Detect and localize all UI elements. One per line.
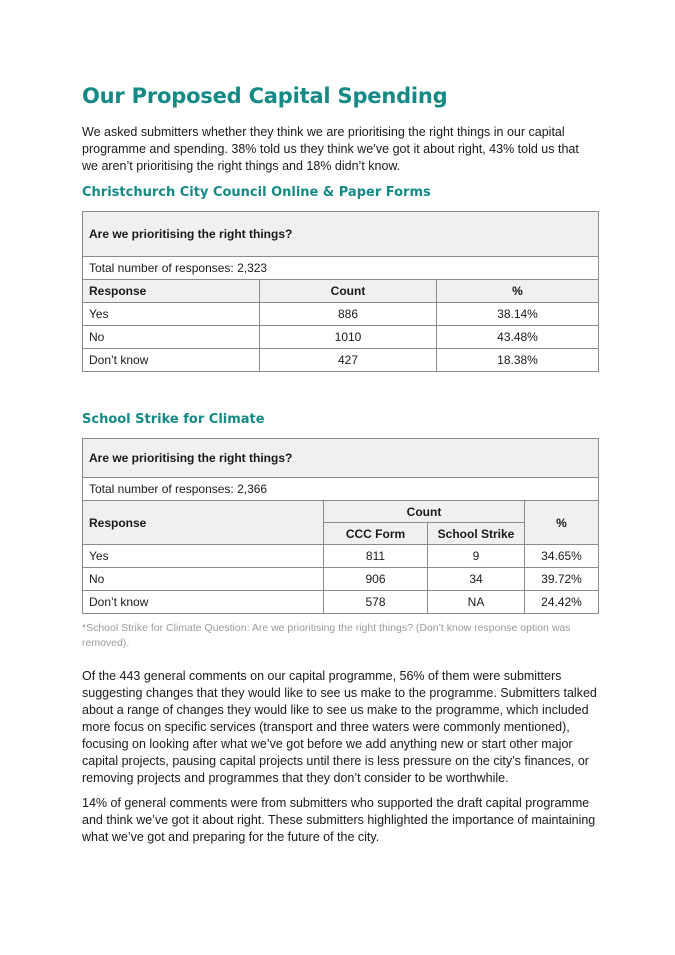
percent-cell: 18.38% [437,349,599,372]
response-cell: Yes [83,545,324,568]
table-title-row [83,439,599,478]
table-footnote: *School Strike for Climate Question: Are we prioritising the right things? (Don’t know response option was removed). [82,622,571,649]
total-responses: Total number of responses: 2,366 [83,478,599,501]
section-heading-ccc: Christchurch City Council Online & Paper Forms [82,185,431,200]
table-total-row [83,257,599,280]
section-heading-school-strike: School Strike for Climate [82,412,265,427]
column-header-response: Response [83,280,260,303]
table-header-row [83,501,599,523]
response-cell: Don’t know [83,349,260,372]
count-cell: 427 [260,349,437,372]
total-responses: Total number of responses: 2,323 [83,257,599,280]
column-header-ccc-form: CCC Form [324,523,428,545]
percent-cell: 34.65% [525,545,599,568]
percent-cell: 24.42% [525,591,599,614]
ccc-count-cell: 578 [324,591,428,614]
percent-cell: 43.48% [437,326,599,349]
table-row [83,326,599,349]
ccc-count-cell: 906 [324,568,428,591]
response-cell: No [83,326,260,349]
percent-cell: 39.72% [525,568,599,591]
column-header-count: Count [324,501,525,523]
table-title-row [83,212,599,257]
ccc-responses-table [82,211,599,372]
count-cell: 886 [260,303,437,326]
table-row [83,545,599,568]
table-row [83,349,599,372]
general-comments-paragraph: Of the 443 general comments on our capital programme, 56% of them were submitters suggesting changes that they would like to see us make to the programme. Submitters talked about a range of changes they would like to see us make to the programme, which included more focus on specific services (transport and three waters were commonly mentioned), focusing on looking after what we’ve got before we add anything new or start other major capital projects, pausing capital projects until there is less pressure on the city’s finances, or removing projects and programmes that they don’t consider to be worthwhile. [82,669,597,785]
school-count-cell: 9 [428,545,525,568]
page-title: Our Proposed Capital Spending [82,84,448,108]
column-header-percent: % [437,280,599,303]
school-count-cell: NA [428,591,525,614]
ccc-count-cell: 811 [324,545,428,568]
intro-paragraph: We asked submitters whether they think we are prioritising the right things in our capital programme and spending. 38% told us they think we’ve got it about right, 43% told us that we aren’t prioritising the right things and 18% didn’t know. [82,125,579,173]
table-row [83,303,599,326]
table-row [83,568,599,591]
table-row [83,591,599,614]
school-strike-responses-table [82,438,599,614]
response-cell: No [83,568,324,591]
school-count-cell: 34 [428,568,525,591]
column-header-response: Response [83,501,324,545]
table-total-row [83,478,599,501]
count-cell: 1010 [260,326,437,349]
table-title: Are we prioritising the right things? [83,439,599,478]
column-header-school-strike: School Strike [428,523,525,545]
table-title: Are we prioritising the right things? [83,212,599,257]
table-header-row [83,280,599,303]
column-header-count: Count [260,280,437,303]
support-paragraph: 14% of general comments were from submitters who supported the draft capital programme and think we’ve got it about right. These submitters highlighted the importance of maintaining what we’ve got and preparing for the future of the city. [82,796,596,844]
response-cell: Yes [83,303,260,326]
response-cell: Don’t know [83,591,324,614]
column-header-percent: % [525,501,599,545]
percent-cell: 38.14% [437,303,599,326]
